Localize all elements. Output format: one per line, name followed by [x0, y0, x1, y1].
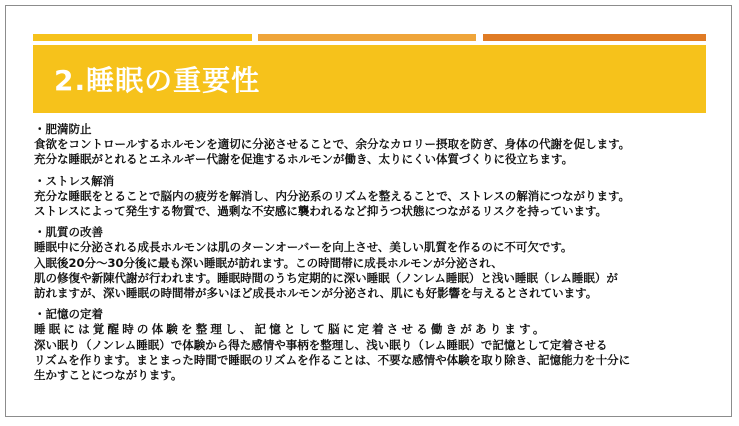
- section-heading: ・記憶の定着: [34, 307, 103, 322]
- section-memory-consolidation: [34, 307, 714, 383]
- section-stress-relief: [34, 174, 714, 220]
- body-line: リズムを作ります。まとまった時間で睡眠のリズムを作ることは、不要な感情や体験を取り除き、記憶能力を十分に: [34, 352, 631, 367]
- body-line: 食欲をコントロールするホルモンを適切に分泌させることで、余分なカロリー摂取を防ぎ、身体の代謝を促します。: [34, 137, 631, 152]
- accent-stripe-yellow: [33, 34, 252, 41]
- body-line: 睡眠中に分泌される成長ホルモンは肌のターンオーバーを向上させ、美しい肌質を作るのに不可欠です。: [34, 240, 573, 255]
- body-line: 肌の修復や新陳代謝が行われます。睡眠時間のうち定期的に深い睡眠（ノンレム睡眠）と浅い睡眠（レム睡眠）が: [34, 270, 618, 285]
- accent-stripe-orange: [258, 34, 476, 41]
- section-obesity-prevention: [34, 122, 714, 168]
- body-line: 充分な睡眠をとることで脳内の疲労を解消し、内分泌系のリズムを整えることで、ストレスの解消につながります。: [34, 188, 631, 203]
- body-line: 深い眠り（ノンレム睡眠）で体験から得た感情や事柄を整理し、浅い眠り（レム睡眠）で記憶として定着させる: [34, 337, 608, 352]
- section-heading: ・肥満防止: [34, 122, 92, 136]
- body-line: 充分な睡眠がとれるとエネルギー代謝を促進するホルモンが働き、太りにくい体質づくりに役立ちます。: [34, 152, 574, 167]
- section-skin-improvement: [34, 225, 714, 301]
- content-body: [34, 122, 714, 389]
- body-line: ストレスによって発生する物質で、過剰な不安感に襲われるなど抑うつ状態につながるリスクを持っています。: [34, 204, 608, 219]
- section-heading: ・ストレス解消: [34, 173, 115, 188]
- body-line: 生かすことにつながります。: [34, 368, 183, 383]
- body-line: 入眠後20分～30分後に最も深い睡眠が訪れます。この時間帯に成長ホルモンが分泌され、: [34, 255, 503, 270]
- page-title: 2.睡眠の重要性: [54, 64, 261, 97]
- body-line: 睡眠には覚醒時の体験を整理し、記憶として脳に定着させる働きがあります。: [34, 322, 548, 337]
- accent-stripe-dark-orange: [483, 34, 706, 41]
- section-heading: ・肌質の改善: [34, 225, 103, 240]
- body-line: 訪れますが、深い睡眠の時間帯が多いほど成長ホルモンが分泌され、肌にも好影響を与えるとされています。: [34, 286, 598, 301]
